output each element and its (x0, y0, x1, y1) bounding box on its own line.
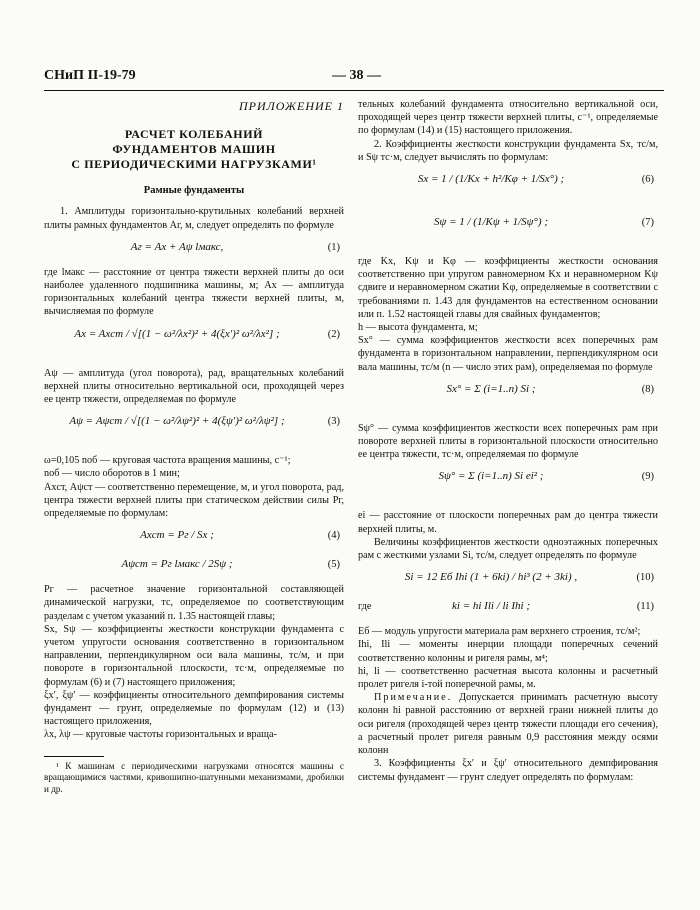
paragraph: Pг — расчетное значение горизонтальной составляющей динамической нагрузки, тс, определяемое по соответствующим разделам с учетом указаний п. 1.35 настоящей главы; (44, 584, 344, 622)
footnote: ¹ К машинам с периодическими нагрузками относятся машины с вращающимися частями, кривошипно-шатунными механизмами, дробилки и др. (44, 760, 344, 794)
formula-7 (358, 212, 658, 250)
note-label: Примечание. (374, 692, 453, 704)
paragraph: hi, li — соответственно расчетная высота колонны и расчетный пролет ригеля i-той поперечной рамы, м. (358, 665, 658, 691)
formula-11 (358, 596, 658, 620)
formula-number: (7) (641, 217, 654, 229)
paragraph: Aψ — амплитуда (угол поворота), рад, вращательных колебаний верхней плиты относительно вертикальной оси, проходящей через ее центр тяжести, определяемая по формуле (44, 367, 344, 406)
paragraph: ei — расстояние от плоскости поперечных рам до центра тяжести верхней плиты, м. (358, 510, 658, 535)
section-title (44, 127, 344, 172)
formula-number: (4) (327, 530, 340, 542)
paragraph: 2. Коэффициенты жесткости конструкции фундамента Sx, тс/м, и Sψ тс·м, следует вычислять по формулам: (358, 138, 658, 163)
paragraph: Sx° — сумма коэффициентов жесткости всех поперечных рам фундамента в горизонтальном направлении, перпендикулярном оси вала машины, тс/м (n — число этих рам), определяемая по формуле (358, 335, 658, 373)
note (358, 691, 658, 757)
appendix-label: ПРИЛОЖЕНИЕ 1 (239, 99, 344, 113)
formula-number: (10) (636, 572, 654, 584)
formula-expression: Aψст = Pг lмакс / 2Sψ ; (121, 558, 233, 571)
formula-number: (8) (641, 383, 654, 395)
formula-8 (358, 379, 658, 417)
formula-expression: Sx° = Σ (i=1..n) Si ; (446, 382, 536, 395)
page-header (44, 68, 664, 86)
right-column (358, 98, 658, 784)
formula-number: (2) (327, 328, 340, 340)
formula-number: (5) (327, 559, 340, 571)
formula-number: (3) (327, 416, 340, 428)
document-code: СНиП II-19-79 (44, 68, 136, 83)
formula-number: (6) (641, 174, 654, 186)
formula-expression: Sψ = 1 / (1/Kψ + 1/Sψ°) ; (434, 216, 548, 229)
paragraph: где Kx, Kψ и Kφ — коэффициенты жесткости основания соответственно при упругом равномерном Kx и неравномерном Kψ сдвиге и неравномерном сжатии Kφ, определяемые в соответствии с требованиями п. 1.43 для фундаментов на естественном основании или п. 1.52 настоящей главы для свайных фундаментов; (358, 256, 658, 320)
paragraph: nоб — число оборотов в 1 мин; (44, 468, 180, 480)
formula-6 (358, 169, 658, 207)
formula-number: (1) (327, 241, 340, 253)
formula-expression: Si = 12 Eб Ihi (1 + 6ki) / hi³ (2 + 3ki) , (404, 571, 578, 584)
paragraph: 1. Амплитуды горизонтально-крутильных колебаний верхней плиты рамных фундаментов Aг, м, следует определять по формуле (44, 206, 344, 231)
note-text: Допускается принимать расчетную высоту колонн hi равной расстоянию от верхней грани нижней плиты до оси ригеля (проходящей через центр тяжести площади его сечения), а расчетный пролет ригеля равным 0,9 расстояния между осями колонн (358, 692, 658, 757)
paragraph: тельных колебаний фундамента относительно вертикальной оси, проходящей через центр тяжести верхней плиты, с⁻¹, определяемые по формулам (14) и (15) настоящего приложения. (358, 99, 658, 137)
formula-5 (44, 554, 344, 578)
paragraph: Величины коэффициентов жесткости одноэтажных поперечных рам с жесткими узлами Si, тс/м, следует определять по формуле (358, 536, 658, 562)
formula-expression: Sψ° = Σ (i=1..n) Si ei² ; (438, 470, 544, 483)
title-line: ФУНДАМЕНТОВ МАШИН (112, 142, 276, 157)
title-line: С ПЕРИОДИЧЕСКИМИ НАГРУЗКАМИ¹ (71, 157, 317, 172)
formula-expression: Axст = Pг / Sx ; (140, 529, 214, 542)
paragraph: Axст, Aψст — соответственно перемещение, м, и угол поворота, рад, центра тяжести верхней плиты при статическом действии силы Pг, определяемые по формулам: (44, 481, 344, 520)
formula-1 (44, 237, 344, 261)
paragraph: λx, λψ — круговые частоты горизонтальных и враща- (44, 729, 277, 741)
paragraph: Sx, Sψ — коэффициенты жесткости конструкции фундамента с учетом упругости основания соответственно в горизонтальном направлении, перпендикулярном оси вала машины, тс/м, и при повороте в горизонтальной плоскости, тс·м, определяемые по формулам (6) и (7) настоящего приложения; (44, 623, 344, 688)
paragraph: где lмакс — расстояние от центра тяжести верхней плиты до оси наиболее удаленного подшипника машины, м; Ax — амплитуда горизонтальных колебаний центра тяжести верхней плиты, м, вычисляемая по формуле (44, 266, 344, 318)
formula-10 (358, 567, 658, 591)
formula-2 (44, 324, 344, 362)
section-subtitle: Рамные фундаменты (143, 185, 245, 197)
paragraph: Sψ° — сумма коэффициентов жесткости всех поперечных рам при повороте верхней плиты в горизонтальной плоскости относительно ее центра тяжести, тс·м, определяемая по формуле (358, 422, 658, 461)
formula-expression: Aг = Ax + Aψ lмакс, (130, 240, 224, 253)
paragraph: Eб — модуль упругости материала рам верхнего строения, тс/м²; (358, 626, 641, 638)
paragraph: Ihi, Ili — моменты инерции площади поперечных сечений соответственно колонны и ригеля рамы, м⁴; (358, 639, 658, 664)
formula-expression: Aψ = Aψст / √[(1 − ω²/λψ²)² + 4(ξψ′)² ω²/λψ²] ; (69, 415, 285, 428)
formula-expression: ki = hi Ili / li Ihi ; (452, 600, 530, 613)
formula-3 (44, 411, 344, 449)
paragraph: 3. Коэффициенты ξx′ и ξψ′ относительного демпфирования системы фундамент — грунт следует определять по формулам: (358, 758, 658, 783)
formula-expression: Ax = Axст / √[(1 − ω²/λx²)² + 4(ξx′)² ω²/λx²] ; (74, 327, 280, 340)
paragraph: h — высота фундамента, м; (358, 322, 478, 334)
header-rule (44, 90, 664, 91)
formula-expression: Sx = 1 / (1/Kx + h²/Kφ + 1/Sx°) ; (417, 173, 565, 186)
formula-9 (358, 466, 658, 504)
formula-4 (44, 525, 344, 549)
title-line: РАСЧЕТ КОЛЕБАНИЙ (124, 127, 264, 142)
formula-number: (11) (636, 601, 654, 613)
paragraph: ξx′, ξψ′ — коэффициенты относительного демпфирования системы фундамент — грунт, определяемые по формулам (12) и (13) настоящего приложения, (44, 689, 344, 728)
paragraph: ω=0,105 nоб — круговая частота вращения машины, с⁻¹; (44, 455, 291, 467)
footnote-rule (44, 756, 104, 757)
left-column (44, 98, 344, 795)
formula-lead: где (358, 601, 372, 613)
formula-number: (9) (641, 471, 654, 483)
page-number: — 38 — (332, 68, 381, 83)
